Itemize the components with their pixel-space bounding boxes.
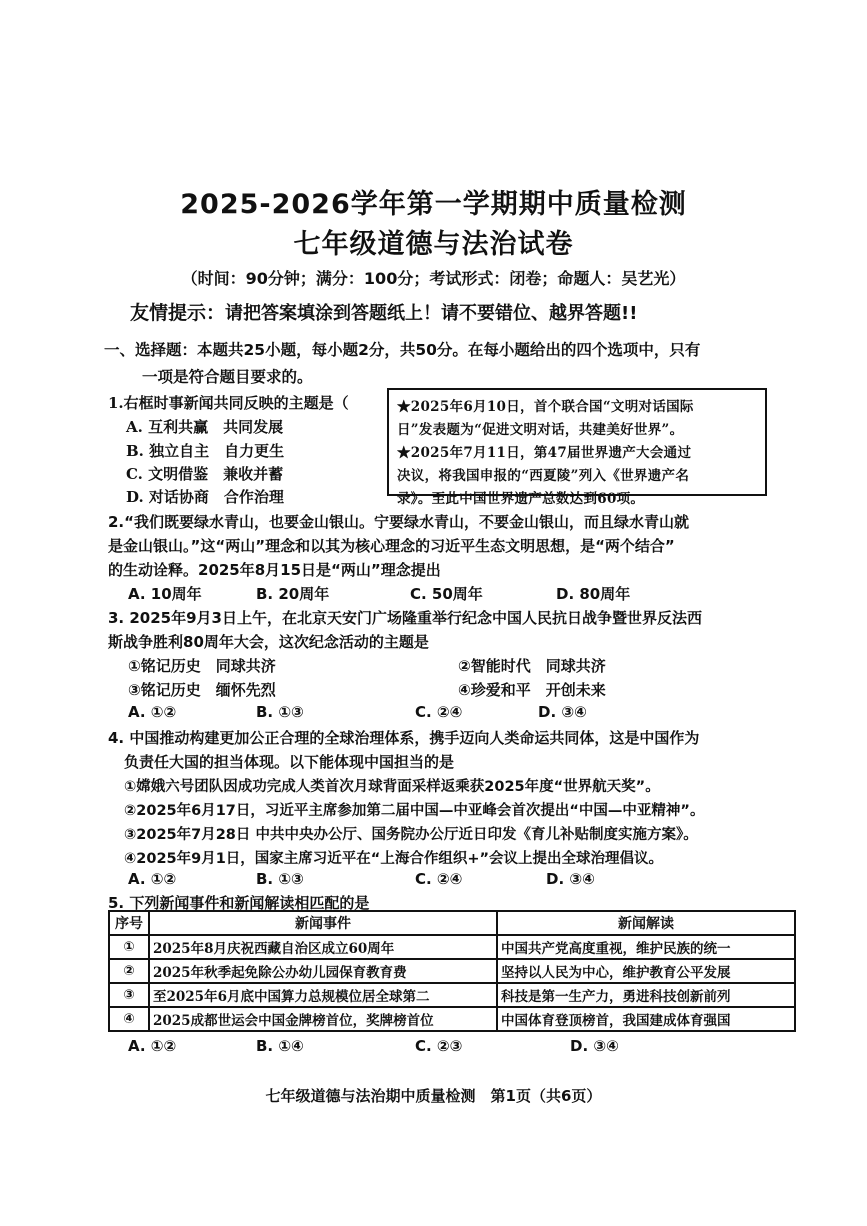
q3-stem-line2: 斯战争胜利80周年大会，这次纪念活动的主题是: [108, 633, 429, 651]
q3-item-4: ④珍爱和平 开创未来: [458, 681, 606, 699]
q4-item-3: ③2025年7月28日 中共中央办公厅、国务院办公厅近日印发《育儿补贴制度实施方案》。: [124, 827, 698, 843]
q4-option-d: D. ③④: [546, 870, 595, 888]
q4-item-1: ①嫦娥六号团队因成功完成人类首次月球背面采样返乘获2025年度“世界航天奖”。: [124, 779, 660, 795]
q3-option-d: D. ③④: [538, 703, 587, 721]
table-cell: 2025年秋季起免除公办幼儿园保育教育费: [149, 959, 497, 983]
q3-item-1: ①铭记历史 同球共济: [128, 657, 276, 675]
table-row: [109, 959, 795, 983]
q1-option-d: D. 对话协商 合作治理: [126, 488, 284, 506]
q5-stem: 5. 下列新闻事件和新闻解读相匹配的是: [108, 894, 370, 912]
table-row: [109, 983, 795, 1007]
q2-option-a: A. 10周年: [128, 585, 202, 603]
q4-option-a: A. ①②: [128, 870, 177, 888]
friendly-tip: [130, 298, 637, 325]
section-heading-cont: 一项是符合题目要求的。: [142, 368, 313, 386]
table-header-row: [109, 911, 795, 935]
q3-stem-line1: 3. 2025年9月3日上午，在北京天安门广场隆重举行纪念中国人民抗日战争暨世界反法西: [108, 609, 702, 627]
q2-option-d: D. 80周年: [556, 585, 631, 603]
q5-option-a: A. ①②: [128, 1037, 177, 1055]
q2-stem-line2: 是金山银山。”这“两山”理念和以其为核心理念的习近平生态文明思想，是“两个结合”: [108, 537, 675, 555]
news-line: 录》。至此中国世界遗产总数达到60项。: [397, 491, 645, 507]
q3-item-3: ③铭记历史 缅怀先烈: [128, 681, 276, 699]
news-line: ★2025年7月11日，第47届世界遗产大会通过: [397, 445, 692, 461]
tip-text: 请把答案填涂到答题纸上！请不要错位、越界答题!!: [225, 303, 638, 324]
q3-option-a: A. ①②: [128, 703, 177, 721]
table-cell: ③: [109, 983, 149, 1007]
table-row: [109, 1007, 795, 1031]
q2-stem-line3: 的生动诠释。2025年8月15日是“两山”理念提出: [108, 561, 441, 579]
page-footer: 七年级道德与法治期中质量检测 第1页（共6页）: [265, 1087, 602, 1105]
table-cell: 2025年8月庆祝西藏自治区成立60周年: [149, 935, 497, 959]
section-heading: 一、选择题：本题共25小题，每小题2分，共50分。在每小题给出的四个选项中，只有: [104, 341, 701, 359]
q2-option-c: C. 50周年: [410, 585, 483, 603]
table-header: 新闻事件: [149, 911, 497, 935]
exam-title: 2025-2026学年第一学期期中质量检测: [180, 189, 687, 220]
table-cell: ①: [109, 935, 149, 959]
q4-option-b: B. ①③: [256, 870, 304, 888]
table-header: 序号: [109, 911, 149, 935]
table-row: [109, 935, 795, 959]
q4-item-2: ②2025年6月17日，习近平主席参加第二届中国—中亚峰会首次提出“中国—中亚精神”。: [124, 803, 705, 819]
q5-option-c: C. ②③: [415, 1037, 463, 1055]
table-header: 新闻解读: [497, 911, 795, 935]
tip-label: 友情提示：: [130, 302, 226, 324]
q1-stem: 1.右框时事新闻共同反映的主题是（: [108, 394, 349, 412]
q4-stem-line1: 4. 中国推动构建更加公正合理的全球治理体系，携手迈向人类命运共同体，这是中国作为: [108, 729, 700, 747]
q1-option-b: B. 独立自主 自力更生: [126, 442, 285, 460]
table-cell: ④: [109, 1007, 149, 1031]
q5-option-d: D. ③④: [570, 1037, 619, 1055]
q2-option-b: B. 20周年: [256, 585, 330, 603]
q5-option-b: B. ①④: [256, 1037, 304, 1055]
table-cell: 中国体育登顶榜首，我国建成体育强国: [497, 1007, 795, 1031]
table-cell: 中国共产党高度重视，维护民族的统一: [497, 935, 795, 959]
table-cell: 至2025年6月底中国算力总规模位居全球第二: [149, 983, 497, 1007]
news-line: 日”发表题为“促进文明对话，共建美好世界”。: [397, 422, 684, 438]
q1-news-box: [387, 388, 767, 507]
q1-option-c: C. 文明借鉴 兼收并蓄: [126, 465, 284, 483]
q5-news-table: [108, 910, 796, 1032]
exam-info: （时间：90分钟；满分：100分；考试形式：闭卷；命题人：吴艺光）: [181, 269, 686, 288]
table-cell: 2025成都世运会中国金牌榜首位，奖牌榜首位: [149, 1007, 497, 1031]
q4-stem-line2: 负责任大国的担当体现。以下能体现中国担当的是: [124, 753, 455, 771]
news-line: 决议，将我国申报的“西夏陵”列入《世界遗产名: [397, 468, 690, 484]
q3-item-2: ②智能时代 同球共济: [458, 657, 606, 675]
table-cell: 科技是第一生产力，勇进科技创新前列: [497, 983, 795, 1007]
q3-option-c: C. ②④: [415, 703, 463, 721]
q4-item-4: ④2025年9月1日，国家主席习近平在“上海合作组织+”会议上提出全球治理倡议。: [124, 851, 664, 867]
exam-subtitle: 七年级道德与法治试卷: [293, 229, 574, 260]
news-line: ★2025年6月10日，首个联合国“文明对话国际: [397, 399, 694, 415]
table-cell: 坚持以人民为中心，维护教育公平发展: [497, 959, 795, 983]
table-cell: ②: [109, 959, 149, 983]
q3-option-b: B. ①③: [256, 703, 304, 721]
q1-option-a: A. 互利共赢 共同发展: [126, 418, 284, 436]
q2-stem-line1: 2.“我们既要绿水青山，也要金山银山。宁要绿水青山，不要金山银山，而且绿水青山就: [108, 513, 689, 531]
q4-option-c: C. ②④: [415, 870, 463, 888]
